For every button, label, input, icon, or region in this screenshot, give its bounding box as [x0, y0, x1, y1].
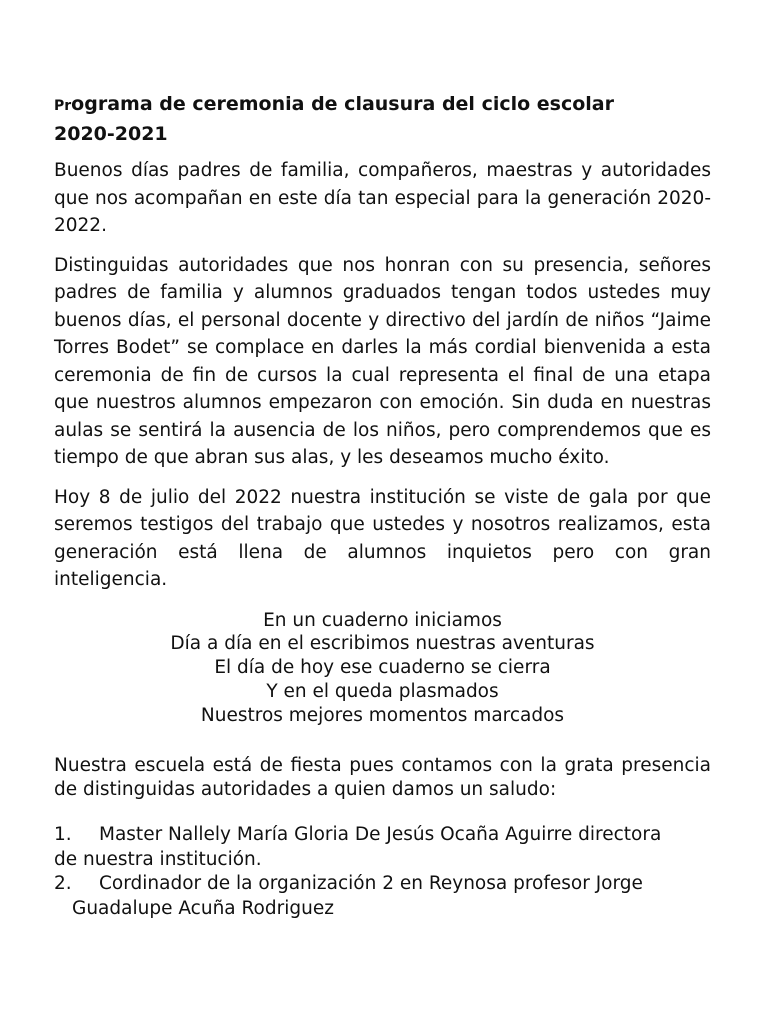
list-item	[54, 872, 711, 921]
poem-line: El día de hoy ese cuaderno se cierra	[214, 657, 551, 679]
document-page	[54, 90, 711, 921]
poem-line: En un cuaderno iniciamos	[263, 609, 502, 631]
list-item-line: Guadalupe Acuña Rodriguez	[72, 897, 334, 919]
poem	[54, 609, 711, 728]
title-year: 2020-2021	[54, 123, 168, 145]
list-item	[54, 823, 711, 872]
paragraph-authorities: Nuestra escuela está de fiesta pues contamos con la grata presencia de distinguidas autoridades a quien damos un saludo:	[54, 755, 711, 800]
list-item-number: 2.	[54, 873, 72, 895]
list-item-line: de nuestra institución.	[54, 848, 262, 870]
paragraph-greeting: Buenos días padres de familia, compañeros, maestras y autoridades que nos acompañan en este día tan especial para la generación 2020-2022.	[54, 160, 711, 236]
paragraph-welcome: Distinguidas autoridades que nos honran con su presencia, señores padres de familia y alumnos graduados tengan todos ustedes muy buenos días, el personal docente y directivo del jardín de niños “Jaime Torres Bodet” se complace en darles la más cordial bienvenida a esta ceremonia de fin de cursos la cual representa el final de una etapa que nuestros alumnos empezaron con emoción. Sin duda en nuestras aulas se sentirá la ausencia de los niños, pero comprendemos que es tiempo de que abran sus alas, y les deseamos mucho éxito.	[54, 254, 711, 468]
list-item-number: 1.	[54, 824, 72, 846]
poem-line: Nuestros mejores momentos marcados	[200, 704, 565, 726]
list-item-line: Cordinador de la organización 2 en Reynosa profesor Jorge	[99, 873, 643, 895]
poem-line: Día a día en el escribimos nuestras aventuras	[170, 633, 595, 655]
document-title	[54, 90, 711, 148]
paragraph-date: Hoy 8 de julio del 2022 nuestra institución se viste de gala por que seremos testigos del trabajo que ustedes y nosotros realizamos, esta generación está llena de alumnos inquietos pero con gran inteligencia.	[54, 486, 711, 590]
poem-line: Y en el queda plasmados	[266, 680, 499, 702]
title-text: ograma de ceremonia de clausura del ciclo escolar	[71, 93, 614, 115]
title-first-letters: Pr	[54, 98, 72, 114]
list-item-line: Master Nallely María Gloria De Jesús Ocaña Aguirre directora	[99, 824, 662, 846]
authorities-list	[54, 823, 711, 921]
